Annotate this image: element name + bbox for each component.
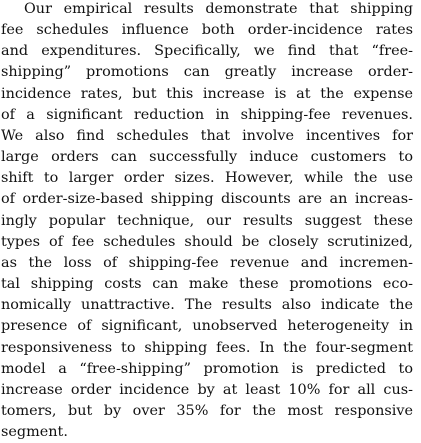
text-line-16: presence of significant, unobserved heterogeneity in [1,318,413,335]
text-line-12: types of fee schedules should be closely scrutinized, [1,233,413,250]
text-line-14: tal shipping costs can make these promotions eco- [1,276,413,293]
body-paragraph [1,0,413,443]
text-line-18: model a “free-shipping” promotion is predicted to [1,360,413,377]
text-line-15: nomically unattractive. The results also indicate the [1,297,413,314]
text-line-3: and expenditures. Specifically, we find that “free- [1,43,413,60]
text-line-11: ingly popular technique, our results suggest these [1,212,413,229]
text-line-1: Our empirical results demonstrate that shipping [24,1,413,17]
text-line-21: segment. [1,424,68,441]
text-line-6: of a significant reduction in shipping-fee revenues. [1,106,413,123]
text-line-5: incidence rates, but this increase is at the expense [1,85,413,102]
text-line-8: large orders can successfully induce customers to [1,149,413,166]
text-line-19: increase order incidence by at least 10% for all cus- [1,381,413,398]
text-line-2: fee schedules influence both order-incidence rates [1,22,413,39]
text-line-13: as the loss of shipping-fee revenue and incremen- [1,254,413,271]
text-line-7: We also find schedules that involve incentives for [1,127,413,144]
text-line-20: tomers, but by over 35% for the most responsive [1,402,413,419]
text-line-10: of order-size-based shipping discounts are an increas- [1,191,413,208]
text-line-4: shipping” promotions can greatly increase order- [1,64,413,81]
text-line-17: responsiveness to shipping fees. In the four-segment [1,339,413,356]
text-line-9: shift to larger order sizes. However, while the use [1,170,413,187]
